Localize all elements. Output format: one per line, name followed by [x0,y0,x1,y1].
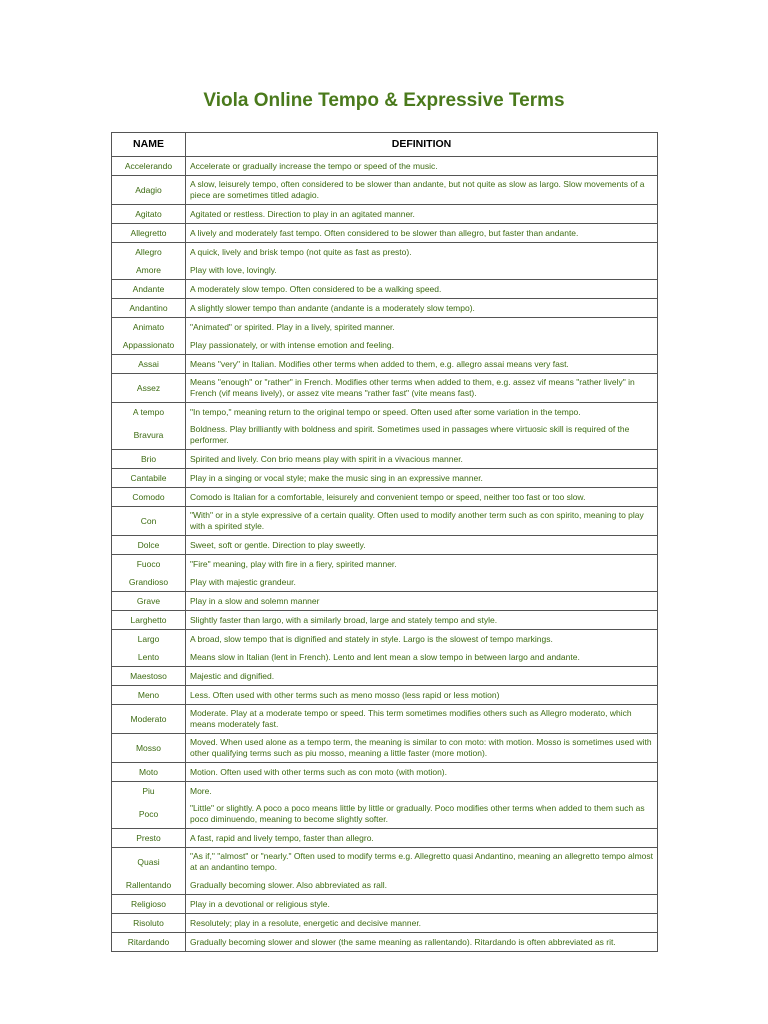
term-name: Assai [112,355,186,374]
table-row [112,763,658,782]
table-row [112,261,658,280]
term-definition: More. [186,782,658,801]
term-definition: Accelerate or gradually increase the tempo or speed of the music. [186,157,658,176]
term-name: Ritardando [112,933,186,952]
term-name: Brio [112,450,186,469]
table-row [112,176,658,205]
term-name: Comodo [112,488,186,507]
table-row [112,933,658,952]
term-definition: "Fire" meaning, play with fire in a fiery, spirited manner. [186,555,658,574]
term-name: Accelerando [112,157,186,176]
term-name: Grave [112,592,186,611]
term-name: Animato [112,318,186,337]
table-row [112,611,658,630]
terms-table [111,132,658,952]
term-name: Presto [112,829,186,848]
table-row [112,157,658,176]
table-row [112,403,658,422]
term-definition: Majestic and dignified. [186,667,658,686]
term-definition: A lively and moderately fast tempo. Often considered to be slower than allegro, but faster than andante. [186,224,658,243]
table-row [112,705,658,734]
term-definition: Resolutely; play in a resolute, energetic and decisive manner. [186,914,658,933]
table-row [112,243,658,262]
term-name: Agitato [112,205,186,224]
name-column-header: NAME [112,133,186,157]
table-row [112,318,658,337]
term-name: Moto [112,763,186,782]
term-name: Meno [112,686,186,705]
term-definition: Means slow in Italian (lent in French). Lento and lent mean a slow tempo in between largo and andante. [186,648,658,667]
term-name: Religioso [112,895,186,914]
table-row [112,536,658,555]
term-name: Andantino [112,299,186,318]
table-row [112,421,658,450]
term-name: Lento [112,648,186,667]
term-definition: "As if," "almost" or "nearly." Often used to modify terms e.g. Allegretto quasi Andantino, meaning an allegretto tempo almost at an andantino tempo. [186,848,658,877]
term-name: Amore [112,261,186,280]
table-row [112,782,658,801]
term-definition: Comodo is Italian for a comfortable, leisurely and convenient tempo or speed, neither too fast or too slow. [186,488,658,507]
term-name: Piu [112,782,186,801]
term-name: A tempo [112,403,186,422]
table-row [112,734,658,763]
table-header-row [112,133,658,157]
table-row [112,469,658,488]
table-row [112,374,658,403]
term-definition: Boldness. Play brilliantly with boldness and spirit. Sometimes used in passages where virtuosic skill is required of the performer. [186,421,658,450]
term-definition: A slightly slower tempo than andante (andante is a moderately slow tempo). [186,299,658,318]
term-name: Quasi [112,848,186,877]
table-row [112,280,658,299]
term-name: Andante [112,280,186,299]
term-name: Risoluto [112,914,186,933]
term-definition: Sweet, soft or gentle. Direction to play sweetly. [186,536,658,555]
term-definition: Gradually becoming slower. Also abbreviated as rall. [186,876,658,895]
table-row [112,829,658,848]
table-row [112,895,658,914]
table-row [112,914,658,933]
term-definition: Play passionately, or with intense emotion and feeling. [186,336,658,355]
term-definition: Moved. When used alone as a tempo term, the meaning is similar to con moto: with motion. Mosso is sometimes used with other qualifying terms such as piu mosso, meaning a little faster (more motion). [186,734,658,763]
table-row [112,592,658,611]
table-row [112,630,658,649]
term-definition: A slow, leisurely tempo, often considered to be slower than andante, but not quite as slow as largo. Slow movements of a piece are sometimes titled adagio. [186,176,658,205]
table-row [112,573,658,592]
definition-column-header: DEFINITION [186,133,658,157]
term-definition: Play in a singing or vocal style; make the music sing in an expressive manner. [186,469,658,488]
table-row [112,507,658,536]
page-title: Viola Online Tempo & Expressive Terms [203,90,565,111]
term-definition: Means "enough" or "rather" in French. Modifies other terms when added to them, e.g. assez vif means "rather lively" in French (vif means lively), or assez vite means "rather fast" (vite means fast). [186,374,658,403]
term-definition: Less. Often used with other terms such as meno mosso (less rapid or less motion) [186,686,658,705]
table-row [112,224,658,243]
term-name: Assez [112,374,186,403]
term-definition: A quick, lively and brisk tempo (not quite as fast as presto). [186,243,658,262]
term-name: Fuoco [112,555,186,574]
table-row [112,450,658,469]
term-name: Dolce [112,536,186,555]
term-definition: Moderate. Play at a moderate tempo or speed. This term sometimes modifies others such as Allegro moderato, which means moderately fast. [186,705,658,734]
term-name: Allegro [112,243,186,262]
table-row [112,686,658,705]
table-row [112,488,658,507]
term-name: Poco [112,800,186,829]
term-name: Moderato [112,705,186,734]
term-definition: Play with majestic grandeur. [186,573,658,592]
table-row [112,336,658,355]
term-name: Rallentando [112,876,186,895]
term-definition: "Animated" or spirited. Play in a lively, spirited manner. [186,318,658,337]
table-row [112,800,658,829]
term-definition: Means "very" in Italian. Modifies other terms when added to them, e.g. allegro assai means very fast. [186,355,658,374]
term-name: Cantabile [112,469,186,488]
table-row [112,299,658,318]
term-definition: "Little" or slightly. A poco a poco means little by little or gradually. Poco modifies other terms when added to them such as poco diminuendo, meaning to become slightly softer. [186,800,658,829]
table-row [112,205,658,224]
terms-table-body [112,157,658,952]
term-definition: Play in a devotional or religious style. [186,895,658,914]
table-row [112,648,658,667]
term-name: Con [112,507,186,536]
term-definition: Motion. Often used with other terms such as con moto (with motion). [186,763,658,782]
term-definition: A broad, slow tempo that is dignified and stately in style. Largo is the slowest of tempo markings. [186,630,658,649]
term-definition: Spirited and lively. Con brio means play with spirit in a vivacious manner. [186,450,658,469]
table-row [112,555,658,574]
term-definition: A fast, rapid and lively tempo, faster than allegro. [186,829,658,848]
term-definition: "With" or in a style expressive of a certain quality. Often used to modify another term such as con spirito, meaning to play with a spirited style. [186,507,658,536]
term-name: Bravura [112,421,186,450]
term-name: Largo [112,630,186,649]
term-definition: Agitated or restless. Direction to play in an agitated manner. [186,205,658,224]
term-definition: Slightly faster than largo, with a similarly broad, large and stately tempo and style. [186,611,658,630]
term-definition: A moderately slow tempo. Often considered to be a walking speed. [186,280,658,299]
table-row [112,355,658,374]
term-definition: Play with love, lovingly. [186,261,658,280]
term-name: Allegretto [112,224,186,243]
term-name: Maestoso [112,667,186,686]
term-name: Appassionato [112,336,186,355]
term-definition: "In tempo," meaning return to the original tempo or speed. Often used after some variation in the tempo. [186,403,658,422]
term-name: Adagio [112,176,186,205]
term-name: Mosso [112,734,186,763]
term-definition: Play in a slow and solemn manner [186,592,658,611]
term-name: Larghetto [112,611,186,630]
table-row [112,667,658,686]
table-row [112,876,658,895]
term-definition: Gradually becoming slower and slower (the same meaning as rallentando). Ritardando is often abbreviated as rit. [186,933,658,952]
table-row [112,848,658,877]
term-name: Grandioso [112,573,186,592]
